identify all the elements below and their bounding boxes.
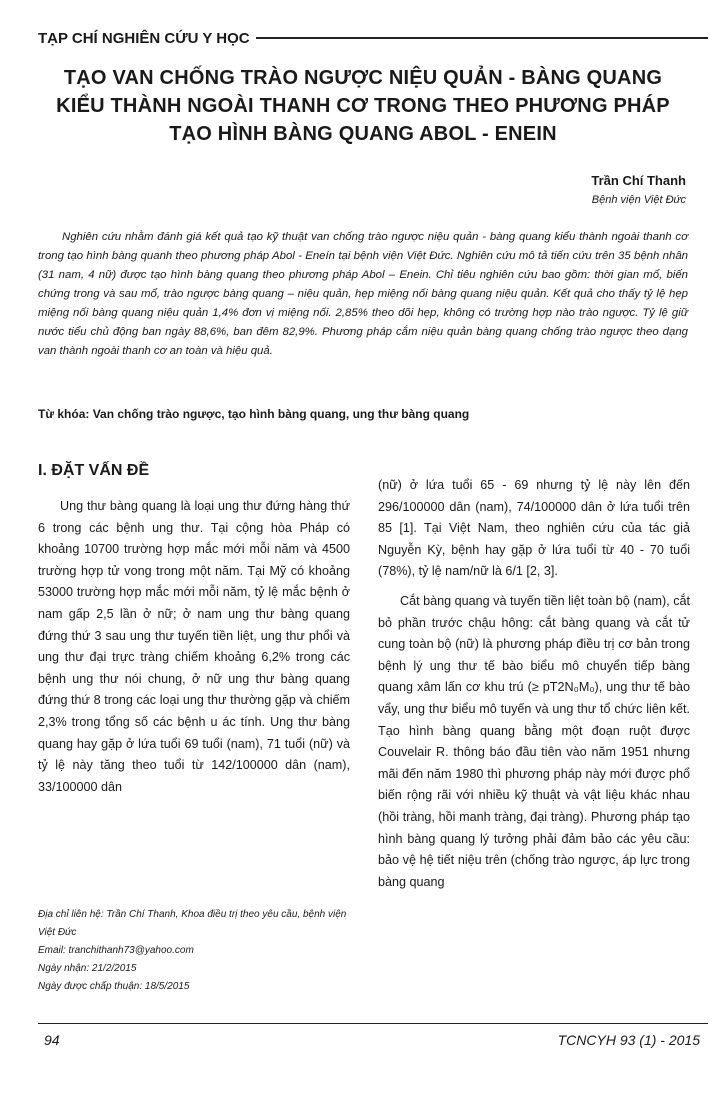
left-column	[38, 496, 350, 806]
author-affiliation: Bệnh viện Việt Đức	[591, 194, 686, 206]
right-paragraph-2: Cắt bàng quang và tuyến tiền liệt toàn bộ (nam), cắt bỏ phần trước chậu hông: cắt bàng quang và cắt tử cung toàn bộ (nữ) là phương pháp điều trị cơ bản trong bệnh lý ung thư tế bào biểu mô chuyển tiếp bàng quang xâm lấn cơ khu trú (≥ pT2N₀M₀), ung thư tế bào vẩy, ung thư biểu mô tuyến và ung thư tổ chức liên kết. Tạo hình bàng quang bằng một đoạn ruột được Couvelair R. thông báo đầu tiên vào năm 1951 nhưng mãi đến năm 1980 thì phương pháp này mới được phổ biến rộng rãi với nhiều kỹ thuật và vật liệu khác nhau (hồi tràng, hồi manh tràng, đại tràng). Phương pháp tạo hình bàng quang lý tưởng phải đảm bảo các yêu cầu: bảo vệ hệ tiết niệu trên (chống trào ngược, áp lực trong bàng quang	[378, 593, 690, 889]
header-rule	[256, 37, 708, 39]
title-line-3: TẠO HÌNH BÀNG QUANG ABOL - ENEIN	[169, 123, 557, 145]
page-number: 94	[44, 1032, 60, 1048]
keywords: Từ khóa: Van chống trào ngược, tạo hình bàng quang, ung thư bàng quang	[38, 407, 470, 421]
right-column	[378, 475, 690, 901]
contact-email: Email: tranchithanh73@yahoo.com	[38, 945, 194, 956]
received-date: Ngày nhận: 21/2/2015	[38, 963, 137, 974]
journal-header	[38, 28, 708, 48]
author-name: Trần Chí Thanh	[591, 173, 686, 188]
accepted-date: Ngày được chấp thuận: 18/5/2015	[38, 981, 190, 992]
correspondence-notes	[38, 906, 348, 996]
title-line-1: TẠO VAN CHỐNG TRÀO NGƯỢC NIỆU QUẢN - BÀNG QUANG	[63, 67, 663, 89]
contact-address: Địa chỉ liên hệ: Trần Chí Thanh, Khoa điều trị theo yêu cầu, bệnh viện Việt Đức	[38, 909, 347, 938]
issue-label: TCNCYH 93 (1) - 2015	[557, 1032, 700, 1048]
title-line-2: KIỂU THÀNH NGOÀI THANH CƠ TRONG THEO PHƯƠNG PHÁP	[56, 95, 670, 117]
abstract: Nghiên cứu nhằm đánh giá kết quả tạo kỹ thuật van chống trào ngược niệu quản - bàng quang kiểu thành ngoài thanh cơ trong tạo hình bàng quanh theo phương pháp Abol - Eneín tại bệnh viện Việt Đức. Nghiên cứu mô tả tiến cứu trên 35 bệnh nhân (31 nam, 4 nữ) được tạo hình bàng quang theo phương pháp Abol – Enein. Chỉ tiêu nghiên cứu bao gồm: thời gian mổ, biến chứng trong và sau mổ, trào ngược bàng quang – niệu quản, hẹp miệng nối bàng quang niệu quản. Kết quả cho thấy tỷ lệ hẹp miệng nối bàng quang niệu quản 1,4% đơn vị miệng nối. 2,85% theo dõi hẹp, không có trường hợp nào trào ngược. Tỷ lệ giữ nước tiểu chủ động ban ngày 88,6%, ban đêm 82,9%. Phương pháp cắm niệu quản bàng quang chống trào ngược theo dạng van thành ngoài thanh cơ an toàn và hiệu quả.	[38, 231, 688, 357]
left-paragraph-1: Ung thư bàng quang là loại ung thư đứng hàng thứ 6 trong các bệnh ung thư. Tại cộng hòa Pháp có khoảng 10700 trường hợp mắc mới mỗi năm và 4500 trường hợp tử vong trong một năm. Tại Mỹ có khoảng 53000 trường hợp mắc mới mỗi năm, tỷ lệ mắc bệnh ở nam gấp 2,5 lần ở nữ; ở nam ung thư bàng quang đứng thứ 3 sau ung thư tuyến tiền liệt, ung thư phổi và ung thư đại trực tràng chiếm khoảng 6,2% trong các bệnh ung thư nói chung, ở nữ ung thư bàng quang đứng thứ 8 trong các loại ung thư thường gặp và chiếm 2,3% trong tổng số các bệnh u ác tính. Ung thư bàng quang hay gặp ở lứa tuổi 69 tuổi (nam), 71 tuổi (nữ) và tỷ lệ này tăng theo tuổi từ 142/100000 dân (nam), 33/100000 dân	[38, 499, 350, 794]
section-heading: I. ĐẶT VẤN ĐỀ	[38, 462, 150, 479]
journal-name: TẠP CHÍ NGHIÊN CỨU Y HỌC	[38, 29, 250, 47]
footer-rule	[38, 1023, 708, 1024]
right-paragraph-1: (nữ) ở lứa tuổi 65 - 69 nhưng tỷ lệ này lên đến 296/100000 dân (nam), 74/100000 dân ở lứa tuổi trên 85 [1]. Tại Việt Nam, theo nghiên cứu của tác giả Nguyễn Kỳ, bệnh hay gặp ở lứa tuổi từ 40 - 70 tuổi (78%), tỷ lệ nam/nữ là 6/1 [2, 3].	[378, 478, 690, 579]
article-title	[30, 64, 696, 148]
